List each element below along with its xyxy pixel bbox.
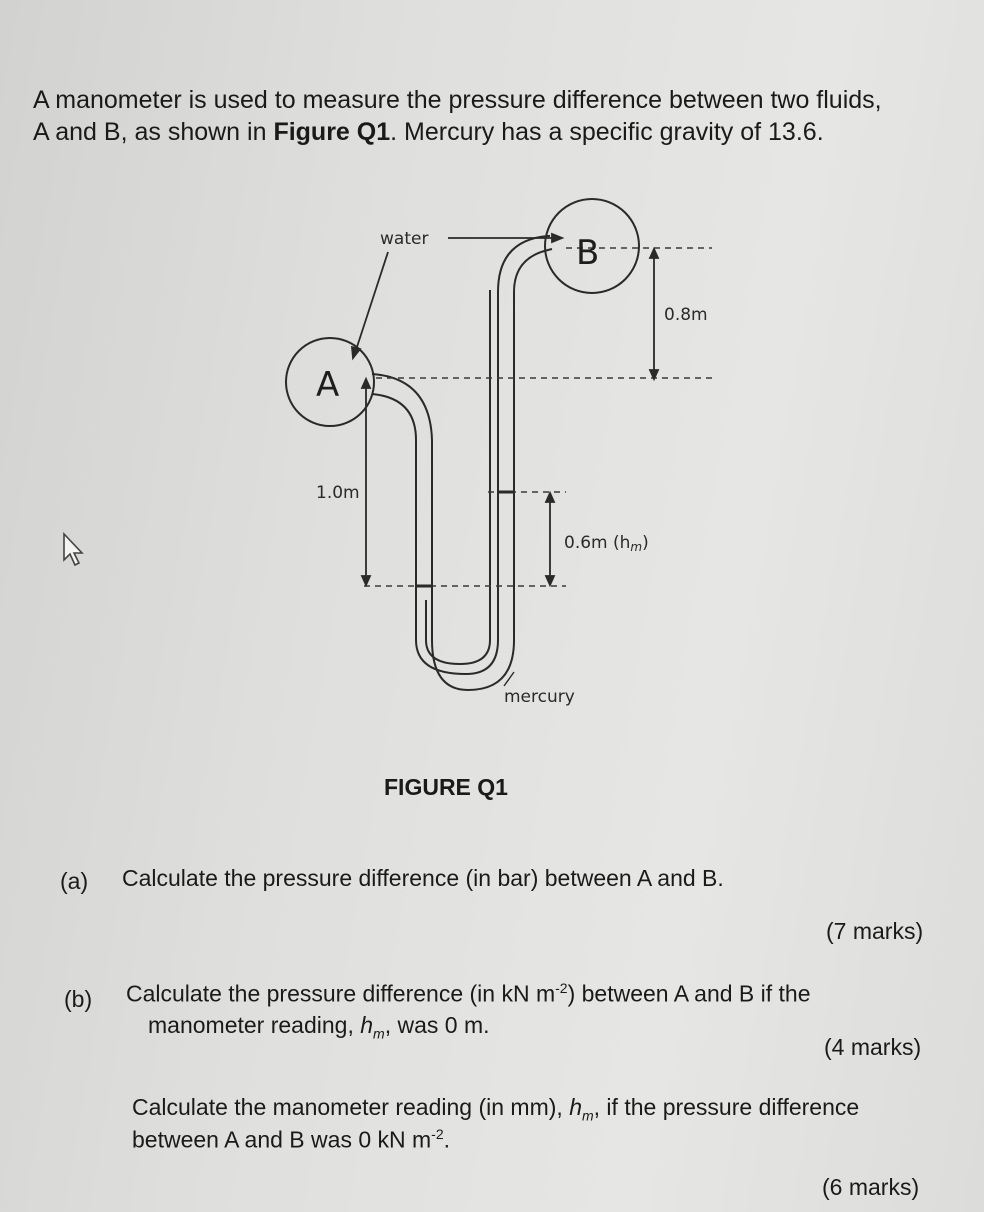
question-c-marks: (6 marks)	[822, 1174, 920, 1200]
label-a: A	[316, 365, 340, 405]
u-tube-inner	[372, 236, 550, 674]
water-leader-to-a	[356, 252, 388, 350]
intro-line-2-post: . Mercury has a specific gravity of 13.6.	[390, 118, 824, 146]
water-arrow-b	[552, 234, 562, 242]
dim-arrow-0-8m-top	[650, 249, 658, 258]
label-b: B	[576, 233, 600, 273]
question-c-line-2: between A and B was 0 kN $m^{-2}$.	[132, 1126, 451, 1153]
question-a-marks: (7 marks)	[826, 918, 924, 944]
figure-caption: FIGURE Q1	[384, 774, 508, 800]
question-b-label: (b)	[64, 986, 93, 1012]
cursor-icon	[64, 534, 82, 565]
label-dim-1-0m: 1.0m	[316, 483, 360, 503]
figure-reference: Figure Q1	[273, 118, 391, 146]
dim-arrow-1-0m-top	[362, 379, 370, 388]
label-mercury: mercury	[504, 687, 575, 707]
question-a-label: (a)	[60, 868, 89, 894]
question-c-line-1: Calculate the manometer reading (in mm), $h_m$, if the pressure difference	[132, 1094, 860, 1124]
u-tube-outer	[372, 249, 552, 690]
question-b-line-1: Calculate the pressure difference (in kN $m^{-2}$) between A and B if the	[126, 980, 811, 1007]
label-hm: 0.6m (hm)	[564, 533, 649, 554]
intro-line-1: A manometer is used to measure the pressure difference between two fluids,	[33, 86, 882, 114]
dim-arrow-0-6m-top	[546, 493, 554, 502]
water-arrow-a	[352, 347, 360, 358]
question-a-text: Calculate the pressure difference (in bar) between A and B.	[122, 865, 724, 891]
question-b-line-2: manometer reading, $h_m$, was 0 m.	[148, 1012, 490, 1042]
question-b-marks: (4 marks)	[824, 1034, 922, 1060]
label-water: water	[380, 229, 429, 249]
u-tube-inner-bend	[426, 290, 490, 664]
dim-arrow-0-6m-bottom	[546, 576, 554, 585]
intro-line-2-pre: A and B, as shown in	[33, 118, 274, 146]
dim-arrow-1-0m-bottom	[362, 576, 370, 585]
label-dim-0-8m: 0.8m	[664, 305, 708, 325]
